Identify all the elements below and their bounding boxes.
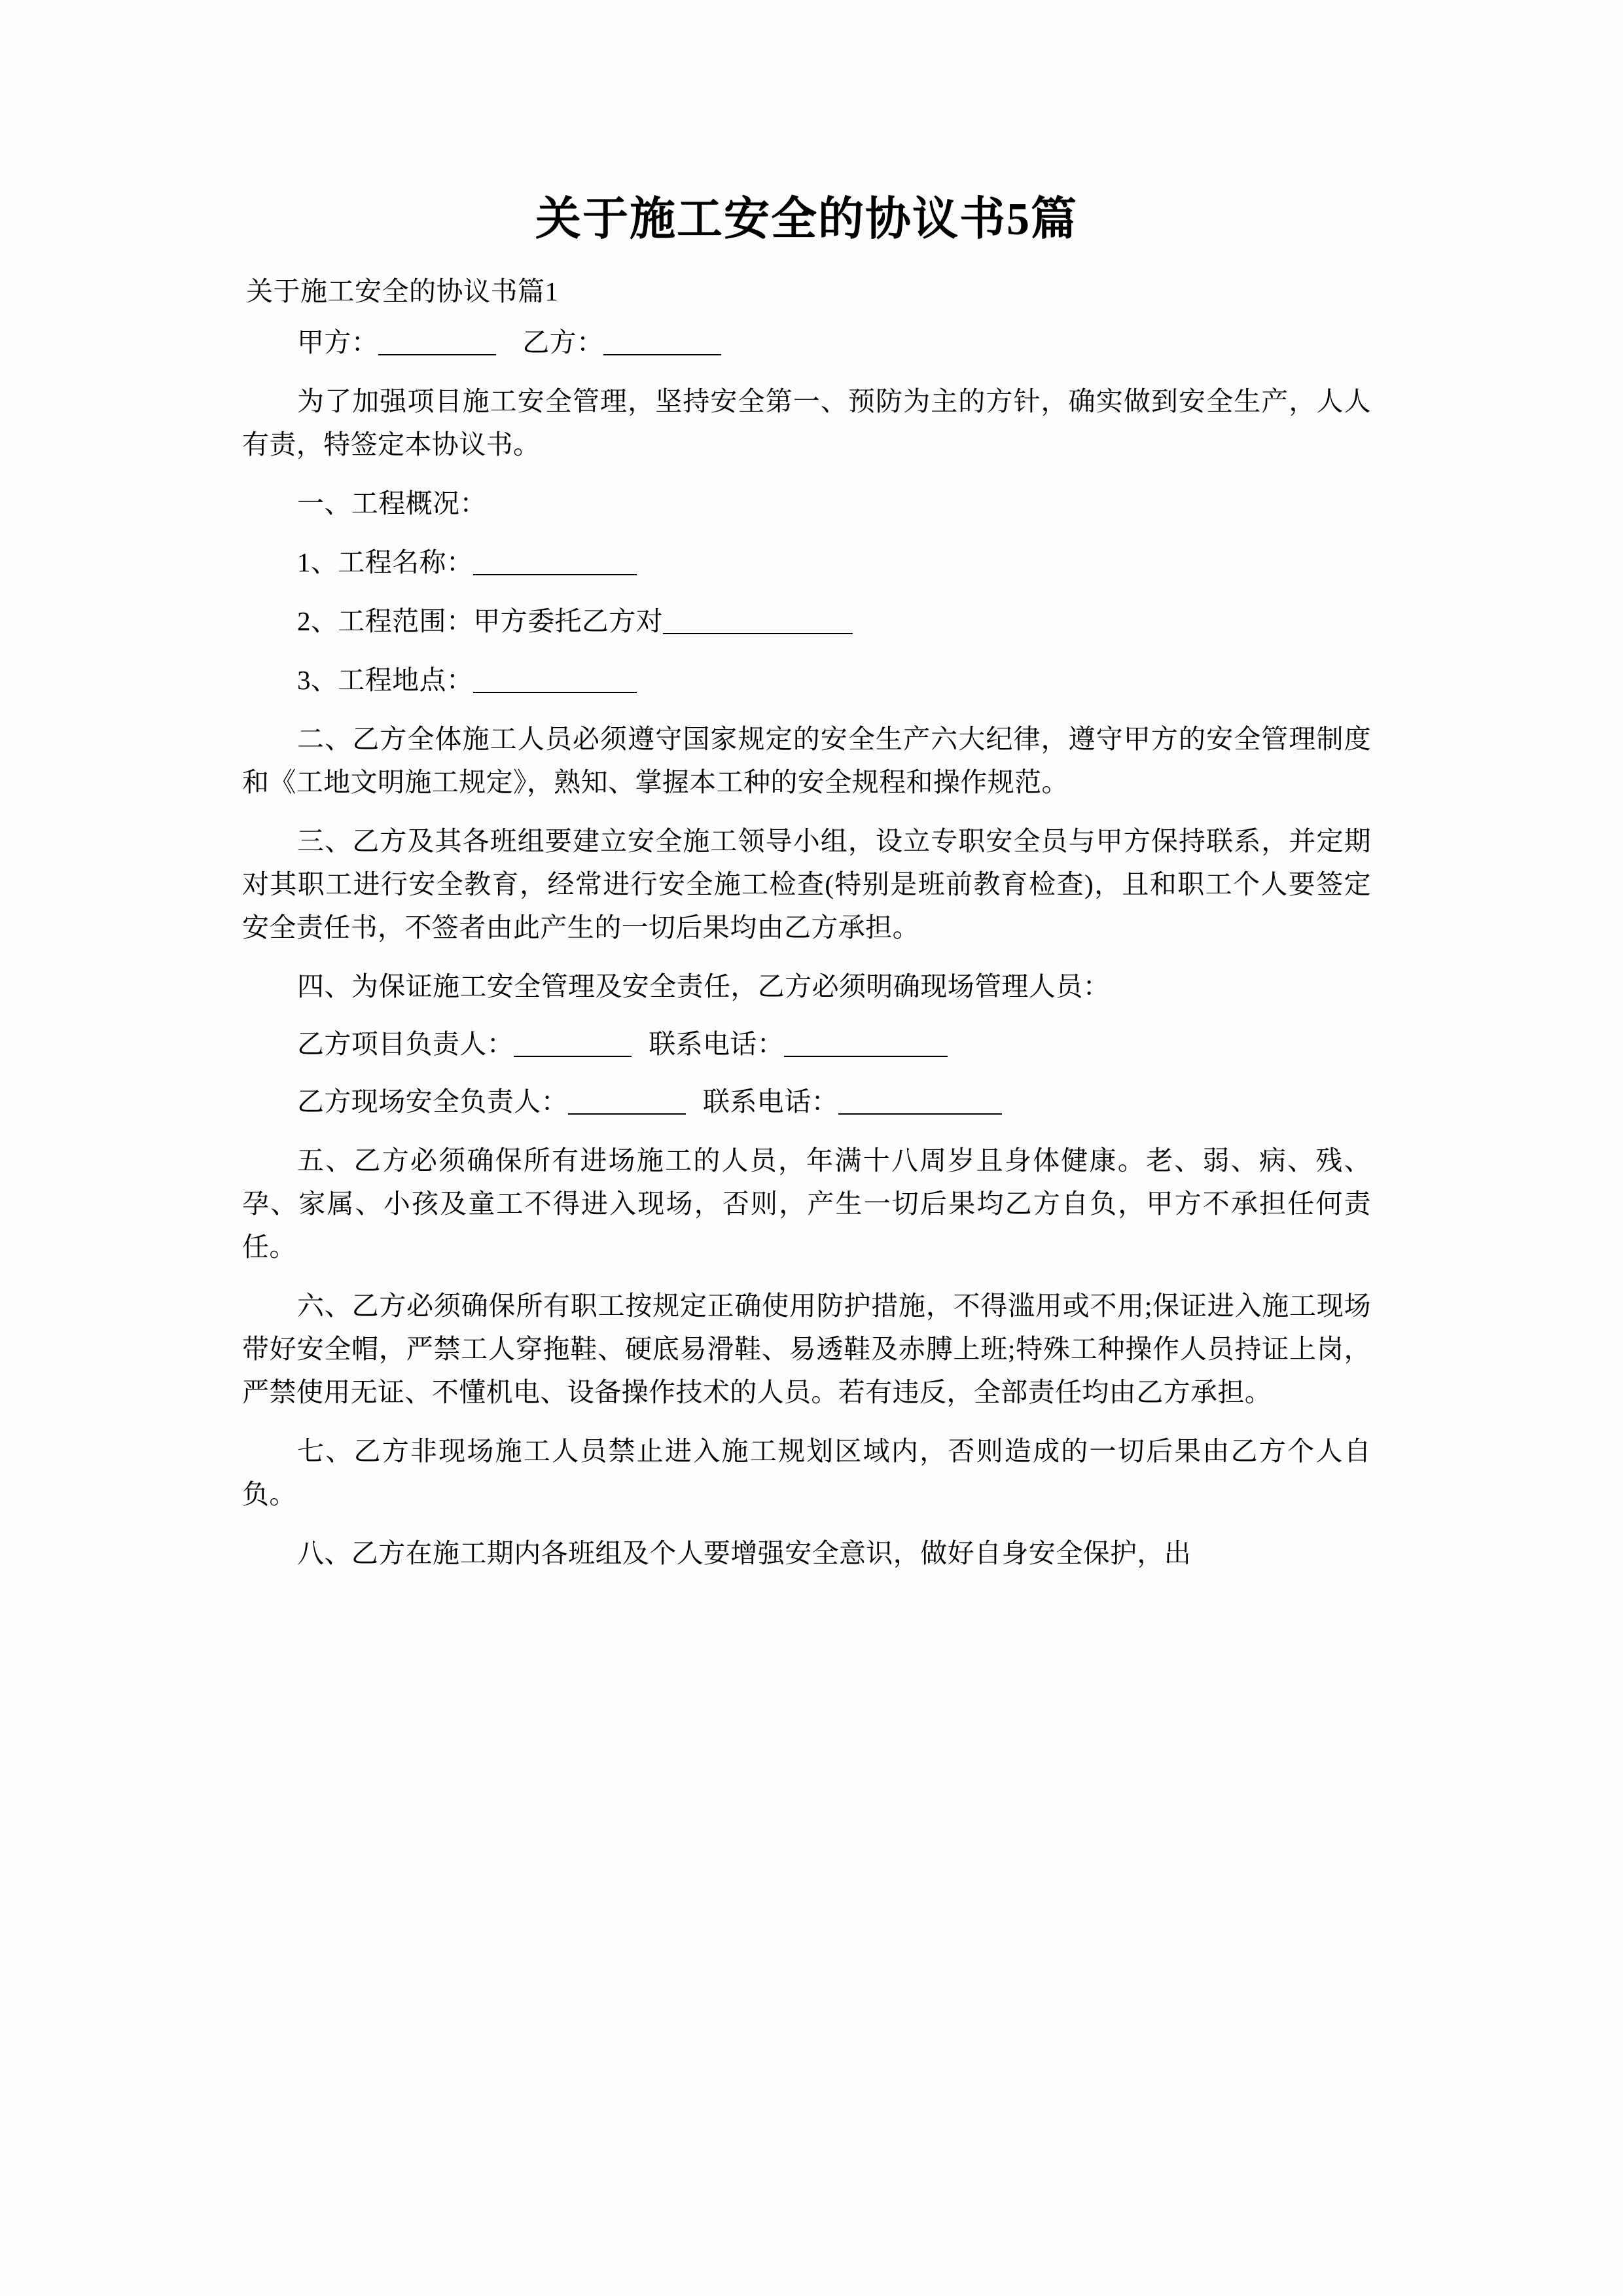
section-paragraph-3: 三、乙方及其各班组要建立安全施工领导小组，设立专职安全员与甲方保持联系，并定期对其职工进行安全教育，经常进行安全施工检查(特别是班前教育检查)，且和职工个人要签定安全责任书，不签者由此产生的一切后果均由乙方承担。 bbox=[242, 825, 1371, 942]
site-safety-manager-blank[interactable] bbox=[568, 1088, 686, 1115]
project-manager-phone-label: 联系电话： bbox=[649, 1028, 785, 1059]
project-location-label: 3、工程地点： bbox=[297, 664, 474, 695]
project-name-label: 1、工程名称： bbox=[297, 547, 474, 577]
section-paragraph-5: 五、乙方必须确保所有进场施工的人员，年满十八周岁且身体健康。老、弱、病、残、孕、家属、小孩及童工不得进入现场，否则，产生一切后果均乙方自负，甲方不承担任何责任。 bbox=[242, 1145, 1371, 1262]
project-manager-phone-blank[interactable] bbox=[784, 1031, 948, 1057]
project-name-line bbox=[242, 525, 1371, 584]
parties-line bbox=[242, 305, 1371, 364]
document-content bbox=[242, 0, 1371, 1575]
section-paragraph-8: 八、乙方在施工期内各班组及个人要增强安全意识，做好自身安全保护，出 bbox=[297, 1537, 1192, 1568]
site-safety-manager-label: 乙方现场安全负责人： bbox=[297, 1086, 568, 1117]
contact-line-site-safety-manager bbox=[242, 1066, 1371, 1123]
project-location-blank[interactable] bbox=[473, 667, 637, 693]
section-paragraph-6: 六、乙方必须确保所有职工按规定正确使用防护措施，不得滥用或不用;保证进入施工现场带好安全帽，严禁工人穿拖鞋、硬底易滑鞋、易透鞋及赤膊上班;特殊工种操作人员持证上岗，严禁使用无证、不懂机电、设备操作技术的人员。若有违反，全部责任均由乙方承担。 bbox=[242, 1290, 1371, 1407]
page-title: 关于施工安全的协议书5篇 bbox=[535, 194, 1078, 245]
project-scope-label: 2、工程范围：甲方委托乙方对 bbox=[297, 605, 664, 636]
project-scope-line bbox=[242, 584, 1371, 643]
party-a-blank[interactable] bbox=[378, 329, 496, 355]
project-manager-label: 乙方项目负责人： bbox=[297, 1028, 514, 1059]
section-heading-1: 一、工程概况： bbox=[297, 488, 487, 518]
preamble-paragraph: 为了加强项目施工安全管理，坚持安全第一、预防为主的方针，确实做到安全生产，人人有责，特签定本协议书。 bbox=[242, 386, 1371, 459]
party-b-label: 乙方： bbox=[522, 327, 604, 357]
document-subtitle: 关于施工安全的协议书篇1 bbox=[246, 276, 559, 306]
project-scope-blank[interactable] bbox=[663, 608, 853, 634]
party-b-blank[interactable] bbox=[603, 329, 721, 355]
project-manager-blank[interactable] bbox=[514, 1031, 632, 1057]
site-safety-manager-phone-label: 联系电话： bbox=[703, 1086, 838, 1117]
party-a-label: 甲方： bbox=[297, 327, 379, 357]
section-paragraph-7: 七、乙方非现场施工人员禁止进入施工规划区域内，否则造成的一切后果由乙方个人自负。 bbox=[242, 1435, 1371, 1509]
section-paragraph-4: 四、为保证施工安全管理及安全责任，乙方必须明确现场管理人员： bbox=[297, 971, 1110, 1001]
site-safety-manager-phone-blank[interactable] bbox=[838, 1088, 1002, 1115]
project-location-line bbox=[242, 643, 1371, 702]
section-paragraph-2: 二、乙方全体施工人员必须遵守国家规定的安全生产六大纪律，遵守甲方的安全管理制度和《工地文明施工规定》，熟知、掌握本工种的安全规程和操作规范。 bbox=[242, 723, 1371, 797]
project-name-blank[interactable] bbox=[473, 549, 637, 575]
contact-line-project-manager bbox=[242, 1008, 1371, 1066]
